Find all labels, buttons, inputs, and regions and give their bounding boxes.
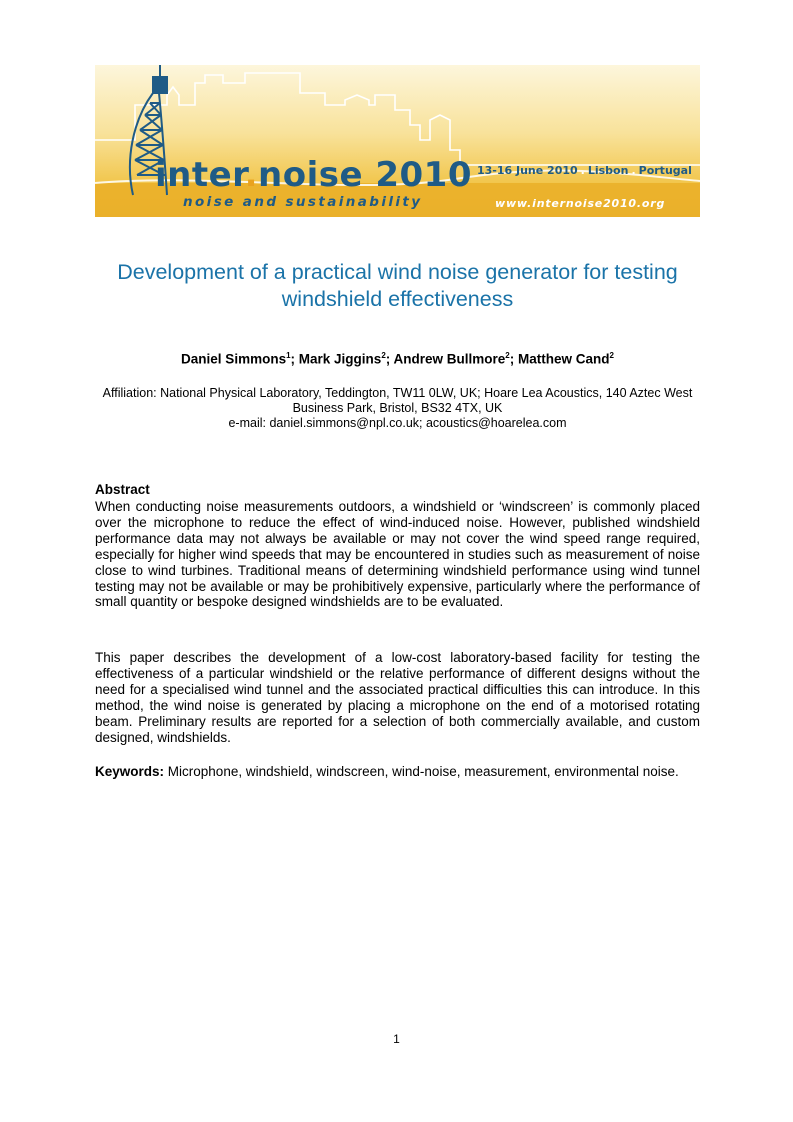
author-name: Matthew Cand — [517, 351, 610, 367]
author-name: Mark Jiggins — [298, 351, 382, 367]
contact-email: e-mail: daniel.simmons@npl.co.uk; acoustics@hoarelea.com — [228, 416, 567, 430]
conference-tagline: noise and sustainability — [183, 194, 423, 210]
abstract-paragraph: This paper describes the development of a low-cost laboratory-based facility for testing the effectiveness of a particular windshield or the relative performance of different designs without the need for a specialised wind tunnel and the associated practical difficulties this can introduce. In this method, the wind noise is generated by placing a microphone on the end of a motorised rotating beam. Preliminary results are reported for a selection of both commercially available, and custom designed, windshields. — [95, 650, 700, 745]
affiliation-text: Affiliation: National Physical Laboratory, Teddington, TW11 0LW, UK; Hoare Lea Acoustics, 140 Aztec West Business Park, Bristol, BS32 4TX, UK — [102, 386, 693, 415]
event-date-location: 13-16 June 2010 . Lisbon . Portugal — [477, 164, 692, 177]
conference-logo-text: inter.noise 2010 — [155, 155, 472, 195]
conference-banner — [95, 65, 700, 217]
page-number: 1 — [393, 1032, 400, 1046]
author-affiliation-mark: 2 — [505, 351, 510, 360]
keywords-text: Microphone, windshield, windscreen, wind-noise, measurement, environmental noise. — [167, 764, 679, 779]
affiliation-block — [95, 386, 700, 431]
keywords-label: Keywords: — [95, 764, 165, 779]
author-affiliation-mark: 2 — [609, 351, 614, 360]
keywords — [95, 764, 700, 780]
paper-title: Development of a practical wind noise generator for testing windshield effectiveness — [117, 260, 678, 311]
author-list: Daniel Simmons$^1$; Mark Jiggins$^2$; Andrew Bullmore$^2$; Matthew Cand$^2$ — [181, 351, 614, 367]
abstract-paragraph: When conducting noise measurements outdoors, a windshield or ‘windscreen’ is commonly placed over the microphone to reduce the effect of wind-induced noise. However, published windshield performance data may not always be available or may not cover the wind speed range required, especially for higher wind speeds that may be encountered in studies such as measurement of noise close to wind turbines. Traditional means of determining windshield performance using wind tunnel testing may not be available or may be prohibitively expensive, particularly where the performance of small quantity or bespoke designed windshields are to be evaluated. — [95, 499, 700, 610]
author-affiliation-mark: 1 — [286, 351, 291, 360]
author-affiliation-mark: 2 — [381, 351, 386, 360]
abstract-heading: Abstract — [95, 482, 150, 497]
conference-website: www.internoise2010.org — [495, 197, 666, 210]
author-name: Andrew Bullmore — [393, 351, 506, 367]
author-name: Daniel Simmons — [181, 351, 287, 367]
